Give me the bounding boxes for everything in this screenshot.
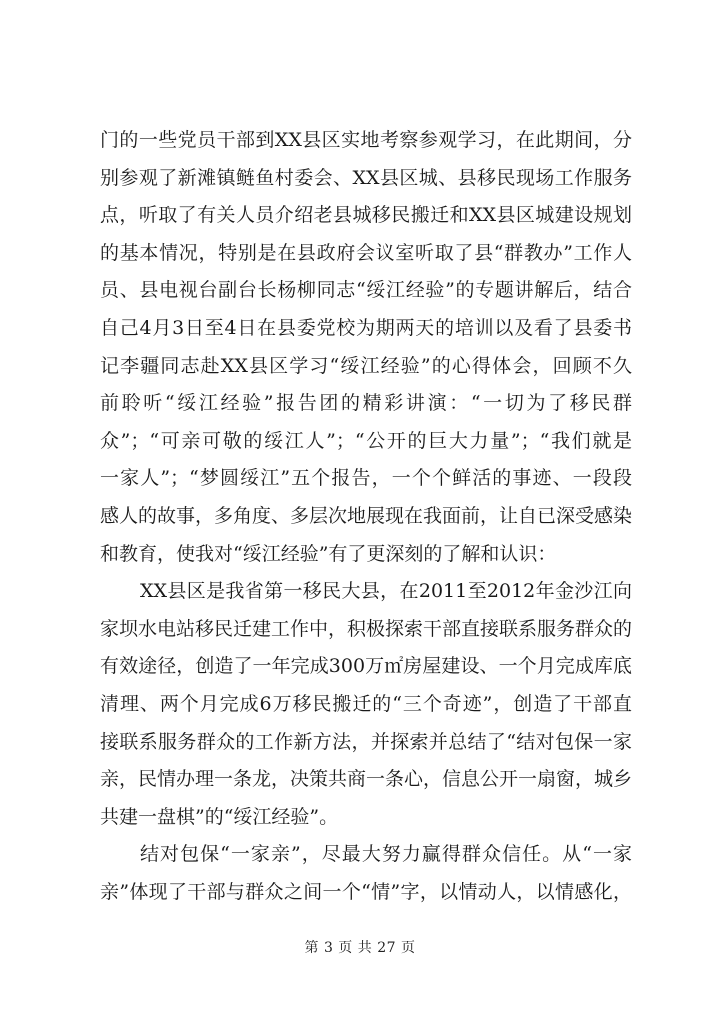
- text-line: 亲，民情办理一条龙，决策共商一条心，信息公开一扇窗，城乡: [100, 768, 632, 791]
- text-line: 结对包保“一家亲”，尽最大努力赢得群众信任。从“一家: [140, 843, 632, 866]
- paragraph: [100, 122, 632, 573]
- text-line: XX县区是我省第一移民大县，在2011至2012年金沙江向: [140, 580, 632, 603]
- page-footer: 第 3 页 共 27 页: [304, 940, 416, 956]
- text-line: 家坝水电站移民迁建工作中，积极探索干部直接联系服务群众的: [100, 617, 632, 640]
- document-body: [100, 122, 632, 911]
- text-line: 点，听取了有关人员介绍老县城移民搬迁和XX县区城建设规划: [100, 204, 632, 227]
- text-line: 有效途径，创造了一年完成300万㎡房屋建设、一个月完成库底: [100, 655, 632, 678]
- paragraph: [100, 836, 632, 911]
- text-line: 众”；“可亲可敬的绥江人”；“公开的巨大力量”；“我们就是: [100, 429, 632, 452]
- text-line: 员、县电视台副台长杨柳同志“绥江经验”的专题讲解后，结合: [100, 279, 632, 302]
- text-line: 一家人”；“梦圆绥江”五个报告，一个个鲜活的事迹、一段段: [100, 467, 632, 490]
- text-line: 亲”体现了干部与群众之间一个“情”字，以情动人，以情感化，: [100, 880, 632, 903]
- text-line: 自己4月3日至4日在县委党校为期两天的培训以及看了县委书: [100, 316, 632, 339]
- text-line: 接联系服务群众的工作新方法，并探索并总结了“结对包保一家: [100, 730, 632, 753]
- text-line: 前聆听“绥江经验”报告团的精彩讲演：“一切为了移民群: [100, 392, 632, 415]
- paragraph: [100, 573, 632, 836]
- text-line: 和教育，使我对“绥江经验”有了更深刻的了解和认识：: [100, 542, 557, 565]
- text-line: 共建一盘棋”的“绥江经验”。: [100, 805, 339, 828]
- text-line: 的基本情况，特别是在县政府会议室听取了县“群教办”工作人: [100, 241, 632, 264]
- text-line: 清理、两个月完成6万移民搬迁的“三个奇迹”，创造了干部直: [100, 692, 632, 715]
- text-line: 感人的故事，多角度、多层次地展现在我面前，让自已深受感染: [100, 504, 632, 527]
- text-line: 别参观了新滩镇鲢鱼村委会、XX县区城、县移民现场工作服务: [100, 166, 632, 189]
- text-line: 记李疆同志赴XX县区学习“绥江经验”的心得体会，回顾不久: [100, 354, 632, 377]
- text-line: 门的一些党员干部到XX县区实地考察参观学习，在此期间，分: [100, 129, 632, 151]
